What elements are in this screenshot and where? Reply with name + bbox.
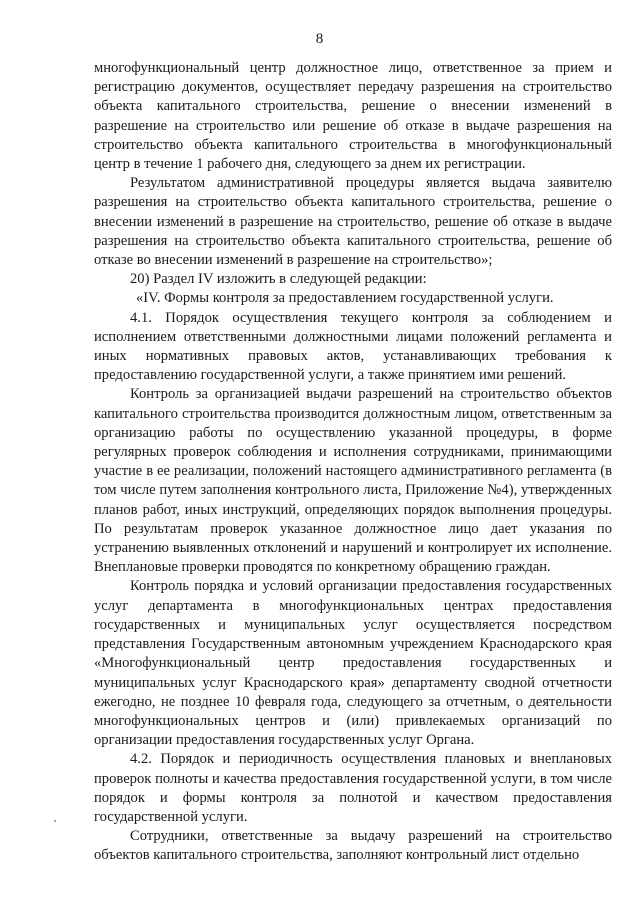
page-number: 8 [315,31,324,47]
section-heading-iv: «IV. Формы контроля за предоставлением государственной услуги. [136,290,554,307]
paragraph-continuation: многофункциональный центр должностное лицо, ответственное за прием и регистрацию документов, осуществляет передачу разрешения на строительство объекта капитального строительства, решение о внесении изменений в разрешение на строительство или решение об отказе в выдаче разрешения на строительство объекта капитального строительства в многофункциональный центр в течение 1 рабочего дня, следующего за днем их регистрации. [94,60,612,173]
paragraph-control-organization: Контроль за организацией выдачи разрешений на строительство объектов капитального строительства производится должностным лицом, ответственным за организацию работы по осуществлению указанной процедуры, в форме регулярных проверок соблюдения и исполнения сотрудниками, принимающими участие в ее реализации, положений настоящего административного регламента (в том числе путем заполнения контрольного листа, Приложение №4), утвержденных планов работ, иных инструкций, определяющих порядок выполнения процедуры. По результатам проверок указанное должностное лицо дает указания по устранению выявленных отклонений и нарушений и контролирует их исполнение. Внеплановые проверки проводятся по конкретному обращению граждан. [94,386,612,576]
paragraph-4-1: 4.1. Порядок осуществления текущего контроля за соблюдением и исполнением ответственными должностными лицами положений регламента и иных нормативных правовых актов, устанавливающих требования к предоставлению государственной услуги, а также принятием ими решений. [94,309,612,384]
paragraph-control-mfc: Контроль порядка и условий организации предоставления государственных услуг департамента в многофункциональных центрах предоставления государственных и муниципальных услуг осуществляется посредством представления Государственным автономным учреждением Краснодарского края «Многофункциональный центр предоставления государственных и муниципальных услуг Краснодарского края» департаменту сводной отчетности ежегодно, не позднее 10 февраля года, следующего за отчетным, о деятельности многофункциональных центров и (или) привлекаемых организаций по организации предоставления государственных услуг Органа. [94,578,612,749]
paragraph-item-20: 20) Раздел IV изложить в следующей редакции: [130,271,427,288]
document-body [94,59,612,866]
scan-speck [54,820,56,822]
paragraph-result: Результатом административной процедуры является выдача заявителю разрешения на строительство объекта капитального строительства, решение о внесении изменений в разрешение на строительство, решение об отказе в выдаче разрешения на строительство объекта капитального строительства, решение об отказе во внесении изменений в разрешение на строительство»; [94,175,612,269]
paragraph-employees: Сотрудники, ответственные за выдачу разрешений на строительство объектов капитального строительства, заполняют контрольный лист отдельно [94,828,612,864]
paragraph-4-2: 4.2. Порядок и периодичность осуществления плановых и внеплановых проверок полноты и качества предоставления государственной услуги, в том числе порядок и формы контроля за полнотой и качеством предоставления государственной услуги. [94,751,612,825]
